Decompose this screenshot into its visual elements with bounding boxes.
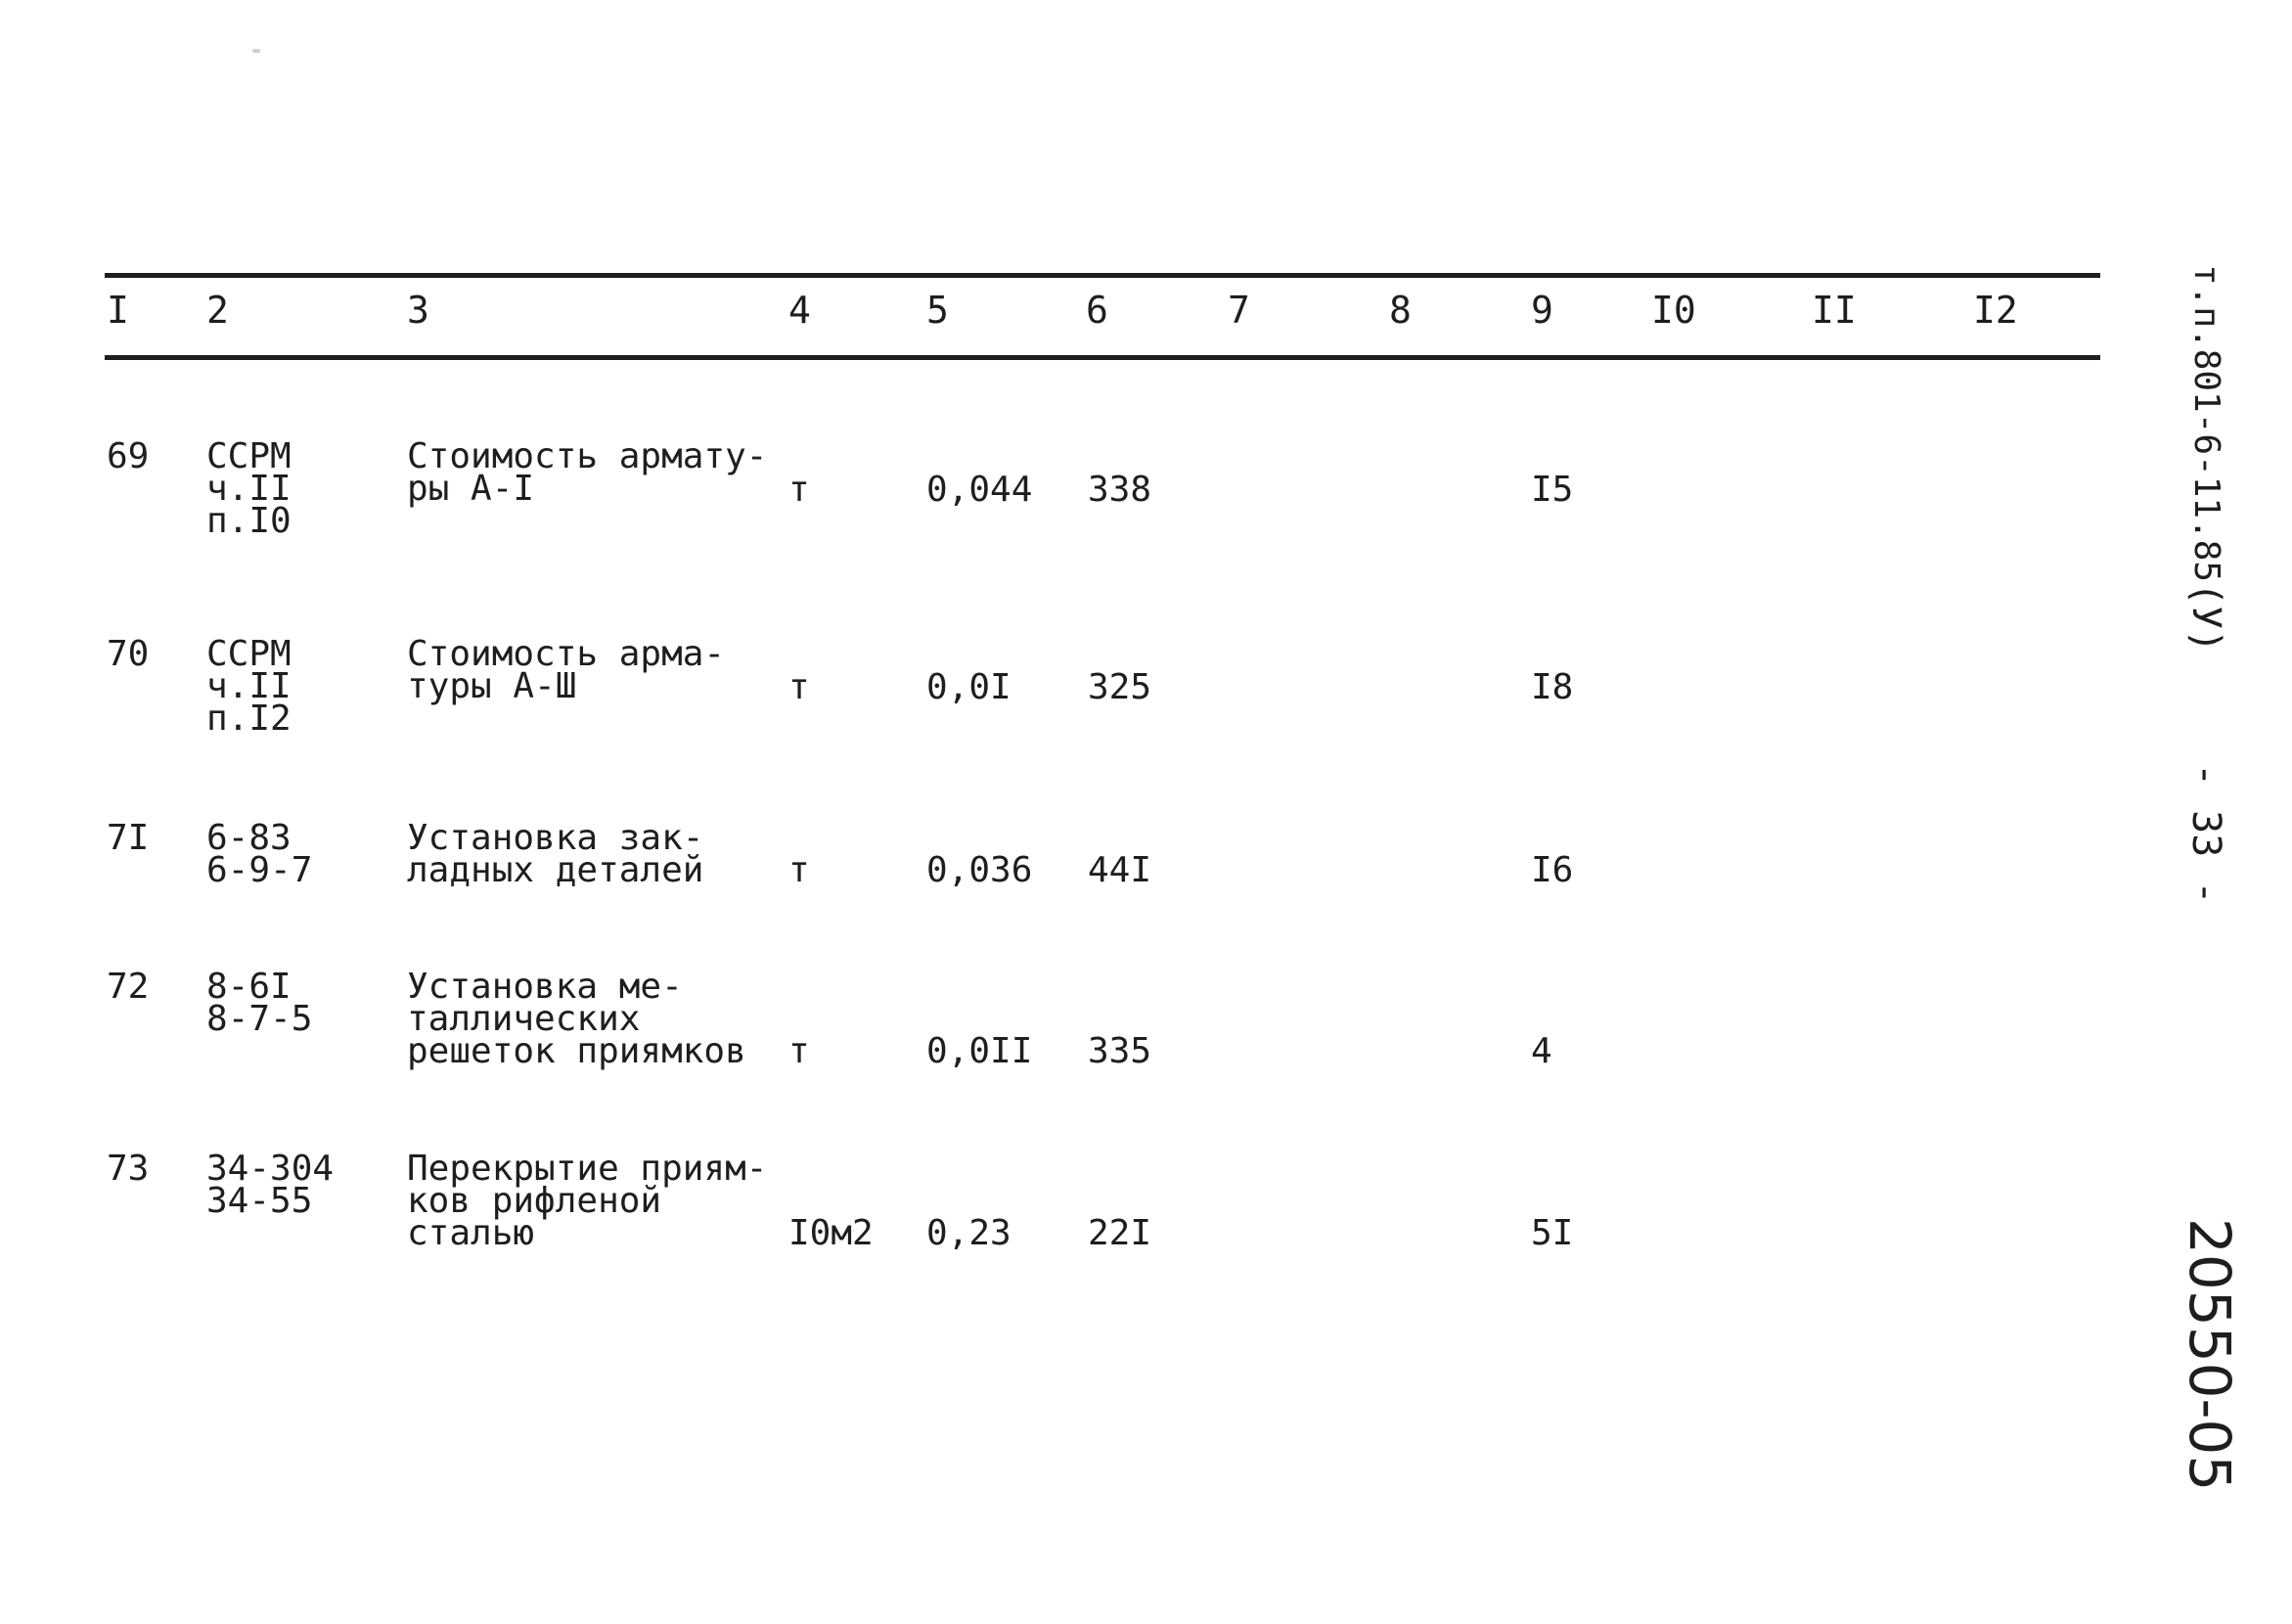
name-cell (407, 634, 726, 706)
basis-line: 34-55 (206, 1181, 313, 1221)
name-line: туры А-Ш (407, 666, 577, 706)
name-line: Перекрытие приям- (407, 1149, 768, 1189)
unit-cell: I0м2 (788, 1213, 874, 1253)
unit-cell: т (788, 1031, 810, 1071)
column-header: 3 (407, 289, 429, 332)
basis-cell (206, 436, 292, 541)
price-cell: 44I (1088, 850, 1152, 890)
basis-cell (206, 634, 292, 739)
name-line: Установка зак- (407, 818, 704, 858)
document-code: т.п.801-6-11.85 (2186, 264, 2226, 583)
name-line: Стоимость армату- (407, 436, 768, 476)
basis-line: ч.II (206, 469, 292, 509)
quantity-cell: 0,0I (926, 667, 1011, 707)
name-cell (407, 1149, 768, 1253)
column-header: 7 (1228, 289, 1250, 332)
basis-line: 34-304 (206, 1149, 335, 1189)
basis-line: 8-6I (206, 967, 292, 1007)
price-cell: 338 (1088, 470, 1152, 510)
basis-line: ССРМ (206, 436, 292, 476)
price-cell: 22I (1088, 1213, 1152, 1253)
price-cell: 335 (1088, 1031, 1152, 1071)
row-number: 70 (107, 634, 150, 674)
column-9-cell: 4 (1531, 1031, 1552, 1071)
table-row (0, 636, 2292, 832)
quantity-cell: 0,0II (926, 1031, 1033, 1071)
column-9-cell: I5 (1531, 470, 1574, 510)
price-cell: 325 (1088, 667, 1152, 707)
name-line: ладных деталей (407, 850, 704, 890)
quantity-cell: 0,044 (926, 470, 1033, 510)
basis-line: п.I2 (206, 699, 292, 739)
unit-cell: т (788, 667, 810, 707)
column-9-cell: 5I (1531, 1213, 1574, 1253)
column-header: II (1812, 289, 1857, 332)
basis-line: 6-83 (206, 818, 292, 858)
basis-line: ССРМ (206, 634, 292, 674)
table-row (0, 438, 2292, 634)
row-number: 69 (107, 436, 150, 476)
table-row (0, 1150, 2292, 1346)
row-number: 73 (107, 1149, 150, 1189)
column-header: 2 (206, 289, 229, 332)
document-lit: (У) (2183, 582, 2228, 654)
row-number: 7I (107, 818, 150, 858)
scan-speck (252, 49, 260, 53)
column-9-cell: I6 (1531, 850, 1574, 890)
table-row (0, 969, 2292, 1164)
name-line: Установка ме- (407, 967, 683, 1007)
basis-line: п.I0 (206, 501, 292, 541)
basis-cell (206, 818, 313, 890)
column-header: 5 (926, 289, 949, 332)
name-cell (407, 436, 768, 509)
unit-cell: т (788, 850, 810, 890)
page-number: - 33 - (2183, 763, 2228, 905)
table-header-rule (105, 355, 2100, 360)
name-line: таллических (407, 999, 641, 1039)
column-header: I2 (1973, 289, 2018, 332)
name-line: решеток приямков (407, 1031, 746, 1071)
quantity-cell: 0,036 (926, 850, 1033, 890)
name-line: сталью (407, 1213, 535, 1253)
column-header: I0 (1651, 289, 1696, 332)
name-line: Стоимость арма- (407, 634, 726, 674)
inventory-number: 20550-05 (2177, 1218, 2243, 1492)
basis-line: 6-9-7 (206, 850, 313, 890)
basis-cell (206, 1149, 335, 1221)
column-header: 4 (788, 289, 811, 332)
side-margin (2157, 264, 2245, 1492)
column-header: 8 (1389, 289, 1412, 332)
unit-cell: т (788, 470, 810, 510)
row-number: 72 (107, 967, 150, 1007)
name-line: ков рифленой (407, 1181, 662, 1221)
name-cell (407, 967, 746, 1071)
column-header: I (107, 289, 129, 332)
basis-line: ч.II (206, 666, 292, 706)
table-top-rule (105, 273, 2100, 278)
quantity-cell: 0,23 (926, 1213, 1011, 1253)
column-header: 9 (1531, 289, 1553, 332)
basis-cell (206, 967, 313, 1039)
column-header: 6 (1086, 289, 1108, 332)
column-9-cell: I8 (1531, 667, 1574, 707)
name-line: ры А-I (407, 469, 535, 509)
name-cell (407, 818, 704, 890)
basis-line: 8-7-5 (206, 999, 313, 1039)
